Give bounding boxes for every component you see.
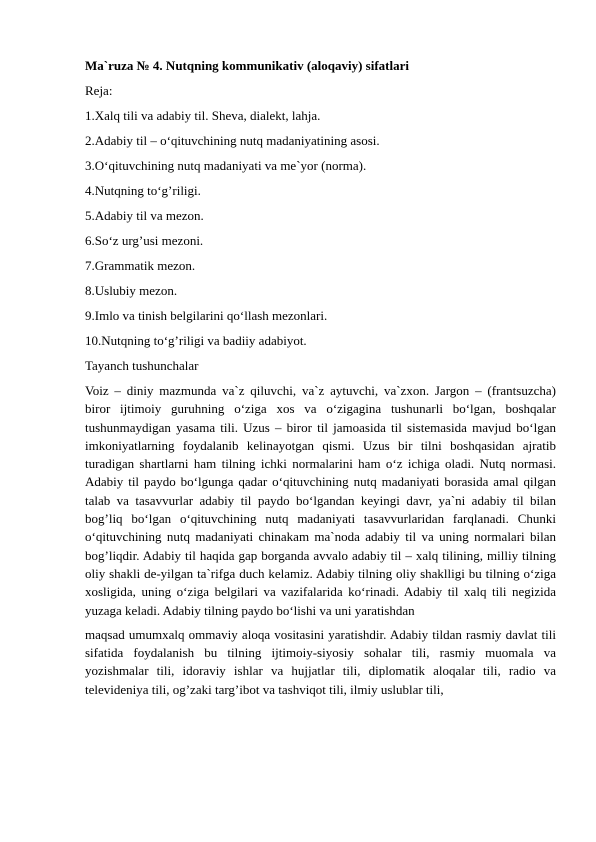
plan-item: 10.Nutqning to‘g’riligi va badiiy adabiyot. (85, 333, 307, 348)
plan-item: 9.Imlo va tinish belgilarini qo‘llash mezonlari. (85, 308, 328, 323)
document-page (85, 57, 556, 705)
plan-item: 3.O‘qituvchining nutq madaniyati va me`yor (norma). (85, 158, 367, 173)
body-paragraph: maqsad umumxalq ommaviy aloqa vositasini yaratishdir. Adabiy tildan rasmiy davlat tili sifatida foydalanish bu tilning ijtimoiy-siyosiy sohalar tili, rasmiy muomala va yozishmalar tili, idoraviy ishlar va hujjatlar tili, diplomatik aloqalar tili, radio va televideniya tili, og’zaki targ’ibot va tashviqot tili, ilmiy uslublar tili, (85, 626, 556, 697)
plan-item: 7.Grammatik mezon. (85, 258, 196, 273)
plan-item: 4.Nutqning to‘g’riligi. (85, 183, 201, 198)
plan-item: 8.Uslubiy mezon. (85, 283, 178, 298)
plan-item: 1.Xalq tili va adabiy til. Sheva, dialekt, lahja. (85, 108, 321, 123)
lecture-title: Ma`ruza № 4. Nutqning kommunikativ (aloqaviy) sifatlari (85, 58, 409, 73)
plan-item: 6.So‘z urg’usi mezoni. (85, 233, 204, 248)
plan-item: 2.Adabiy til – o‘qituvchining nutq madaniyatining asosi. (85, 133, 380, 148)
body-paragraph: Voiz – diniy mazmunda va`z qiluvchi, va`z aytuvchi, va`zxon. Jargon – (frantsuzcha) biror ijtimoiy guruhning o‘ziga xos va o‘zigagina tushunarli bo‘lgan, boshqalar tushunmaydigan yasama tili. Uzus – biror til jamoasida til sistemasida mavjud bo‘lgan imkoniyatlarning foydalanib kelinayotgan qismi. Uzus bir tilni boshqasidan ajratib turadigan shartlarni ham tilning ichki normalarini ham o‘z ichiga oladi. Nutq normasi. Adabiy til paydo bo‘lgunga qadar o‘qituvchining nutq madaniyati borasida amal qilgan talab va tasavvurlar adabiy til paydo bo‘lgandan keyingi davr, ya`ni adabiy til bilan bog’liq bo‘lgan o‘qituvchining nutq madaniyati tasavvurlaridan farqlanadi. Chunki o‘qituvchining nutq madaniyati chinakam ma`noda adabiy til va uning normalari bilan bog’liqdir. Adabiy til haqida gap borganda avvalo adabiy til – xalq tilining, milliy tilning oliy shakli de-yilgan ta`rifga duch kelamiz. Adabiy tilning oliy shaklligi bu tilning o‘ziga xosligida, uning o‘ziga belgilari va vazifalarida ko‘rinadi. Adabiy til xalq tili negizida yuzaga keladi. Adabiy tilning paydo bo‘lishi va uni yaratishdan (85, 383, 556, 618)
plan-list (85, 107, 556, 350)
concepts-heading: Tayanch tushunchalar (85, 358, 199, 373)
plan-heading: Reja: (85, 83, 113, 98)
plan-item: 5.Adabiy til va mezon. (85, 208, 204, 223)
